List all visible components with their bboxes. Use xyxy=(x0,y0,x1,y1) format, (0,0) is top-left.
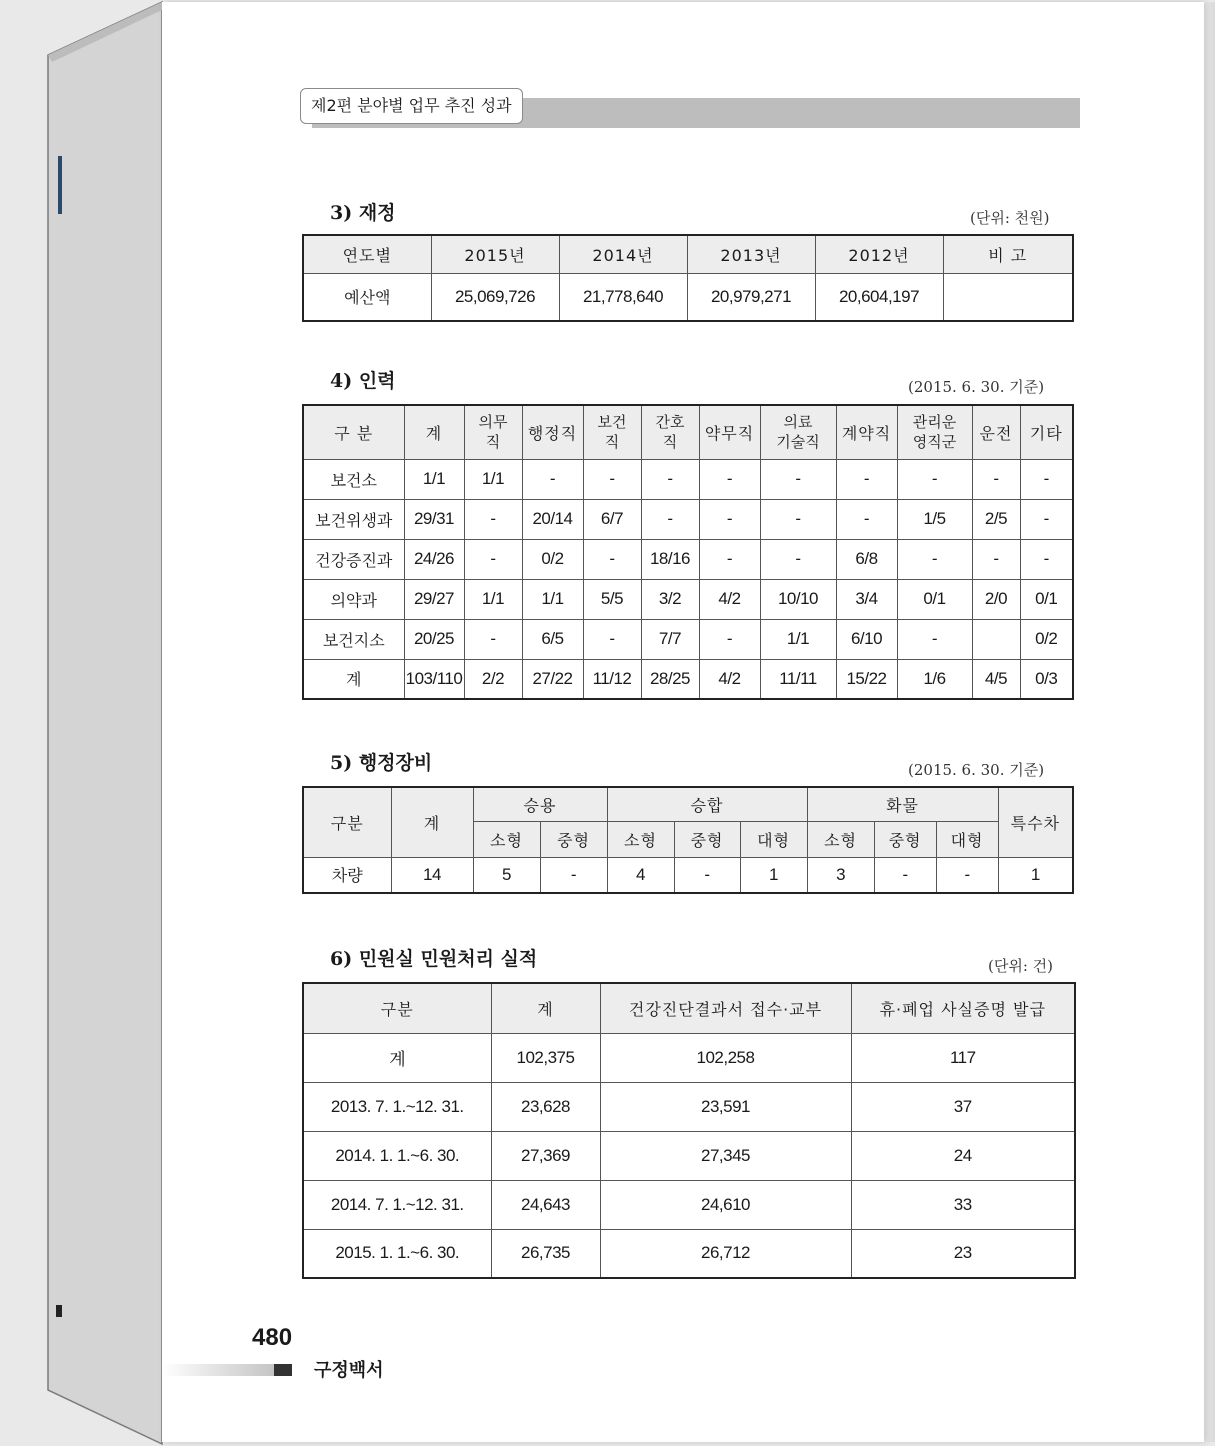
staff-header-line: 기타 xyxy=(1029,423,1063,443)
staff-row-label: 의약과 xyxy=(303,579,404,619)
staff-table xyxy=(302,404,1074,700)
staff-header-cell xyxy=(303,405,404,459)
civil-title: 6) 민원실 민원처리 실적 xyxy=(330,948,538,970)
staff-value-cell: - xyxy=(972,539,1020,579)
staff-value-cell: - xyxy=(972,459,1020,499)
civil-value-cell: 24,643 xyxy=(491,1180,600,1229)
vehicles-table xyxy=(302,786,1074,894)
staff-header-line: 약무직 xyxy=(704,423,755,443)
staff-value-cell: 29/27 xyxy=(404,579,464,619)
civil-unit: (단위: 건) xyxy=(988,957,1053,975)
staff-value-cell: 4/2 xyxy=(699,579,760,619)
civil-value-cell: 23 xyxy=(851,1229,1075,1278)
staff-value-cell: - xyxy=(836,499,897,539)
vehicles-value-cell: - xyxy=(674,857,740,893)
staff-value-cell: - xyxy=(464,619,522,659)
vehicles-group-truck: 화물 xyxy=(807,787,998,821)
staff-value-cell: 0/1 xyxy=(1020,579,1073,619)
civil-row-label: 2015. 1. 1.~6. 30. xyxy=(303,1229,491,1278)
finance-value-cell: 21,778,640 xyxy=(559,273,687,321)
staff-value-cell: - xyxy=(464,499,522,539)
staff-value-cell: 1/1 xyxy=(464,579,522,619)
civil-row-label: 2014. 1. 1.~6. 30. xyxy=(303,1131,491,1180)
staff-value-cell: 10/10 xyxy=(760,579,836,619)
staff-header-cell xyxy=(1020,405,1073,459)
staff-value-cell: - xyxy=(897,459,972,499)
vehicles-subheader-cell: 소형 xyxy=(473,821,540,857)
staff-row-label: 보건위생과 xyxy=(303,499,404,539)
staff-value-cell: - xyxy=(897,619,972,659)
staff-value-cell: - xyxy=(699,499,760,539)
vehicles-subheader-cell: 대형 xyxy=(936,821,998,857)
staff-value-cell: 24/26 xyxy=(404,539,464,579)
staff-value-cell: 4/2 xyxy=(699,659,760,699)
staff-value-cell: 0/3 xyxy=(1020,659,1073,699)
civil-table xyxy=(302,982,1076,1279)
staff-header-cell xyxy=(522,405,583,459)
staff-value-cell: 5/5 xyxy=(583,579,641,619)
civil-value-cell: 24 xyxy=(851,1131,1075,1180)
staff-value-cell: 0/2 xyxy=(1020,619,1073,659)
chapter-title: 제2편 분야별 업무 추진 성과 xyxy=(300,88,523,124)
civil-value-cell: 27,369 xyxy=(491,1131,600,1180)
finance-header-cell: 2012년 xyxy=(815,235,943,273)
civil-row-label: 2014. 7. 1.~12. 31. xyxy=(303,1180,491,1229)
staff-value-cell: 6/10 xyxy=(836,619,897,659)
finance-header-cell: 2014년 xyxy=(559,235,687,273)
staff-unit: (2015. 6. 30. 기준) xyxy=(908,378,1045,396)
vehicles-value-cell: 4 xyxy=(607,857,674,893)
book-title: 구정백서 xyxy=(314,1360,384,1381)
staff-value-cell: 20/14 xyxy=(522,499,583,539)
staff-value-cell: 27/22 xyxy=(522,659,583,699)
staff-value-cell: 1/6 xyxy=(897,659,972,699)
staff-value-cell: - xyxy=(583,619,641,659)
staff-header-line: 의무 xyxy=(478,413,508,432)
table-row xyxy=(303,499,1073,539)
civil-header-cell: 구분 xyxy=(303,983,491,1033)
civil-value-cell: 24,610 xyxy=(600,1180,851,1229)
staff-value-cell: 29/31 xyxy=(404,499,464,539)
finance-row-label: 예산액 xyxy=(303,273,431,321)
table-row xyxy=(303,1229,1075,1278)
staff-value-cell: 15/22 xyxy=(836,659,897,699)
vehicles-group-van: 승합 xyxy=(607,787,807,821)
civil-row-label: 2013. 7. 1.~12. 31. xyxy=(303,1082,491,1131)
finance-header-cell: 2015년 xyxy=(431,235,559,273)
civil-value-cell: 27,345 xyxy=(600,1131,851,1180)
vehicles-subheader-cell: 중형 xyxy=(674,821,740,857)
staff-header-line: 간호 xyxy=(655,413,685,432)
finance-value-cell: 20,979,271 xyxy=(687,273,815,321)
vehicles-header-gubun: 구분 xyxy=(303,787,391,857)
table-row xyxy=(303,619,1073,659)
civil-value-cell: 26,712 xyxy=(600,1229,851,1278)
civil-value-cell: 37 xyxy=(851,1082,1075,1131)
staff-header-cell xyxy=(760,405,836,459)
vehicles-value-cell: - xyxy=(874,857,936,893)
civil-value-cell: 102,375 xyxy=(491,1033,600,1082)
staff-value-cell: 6/5 xyxy=(522,619,583,659)
staff-value-cell: - xyxy=(583,539,641,579)
staff-header-cell xyxy=(641,405,699,459)
staff-value-cell: - xyxy=(836,459,897,499)
staff-value-cell: 0/1 xyxy=(897,579,972,619)
footer-block xyxy=(274,1364,292,1376)
staff-value-cell: 28/25 xyxy=(641,659,699,699)
finance-title: 3) 재정 xyxy=(330,202,396,224)
finance-header-cell: 비 고 xyxy=(943,235,1073,273)
staff-value-cell: 2/2 xyxy=(464,659,522,699)
staff-value-cell: 1/1 xyxy=(760,619,836,659)
staff-header-line: 행정직 xyxy=(527,423,578,443)
civil-header-cell: 건강진단결과서 접수·교부 xyxy=(600,983,851,1033)
staff-header-cell xyxy=(583,405,641,459)
vehicles-value-cell: 14 xyxy=(391,857,473,893)
staff-value-cell: 20/25 xyxy=(404,619,464,659)
staff-value-cell: - xyxy=(583,459,641,499)
vehicles-value-cell: 3 xyxy=(807,857,874,893)
staff-header-cell xyxy=(836,405,897,459)
staff-row-label: 보건소 xyxy=(303,459,404,499)
staff-value-cell: 103/110 xyxy=(404,659,464,699)
staff-value-cell: 2/5 xyxy=(972,499,1020,539)
staff-value-cell: 6/8 xyxy=(836,539,897,579)
table-row xyxy=(303,1033,1075,1082)
vehicles-value-cell: - xyxy=(936,857,998,893)
table-row xyxy=(303,1082,1075,1131)
staff-row-label: 계 xyxy=(303,659,404,699)
page-number: 480 xyxy=(252,1324,293,1351)
staff-value-cell: - xyxy=(1020,459,1073,499)
staff-value-cell: 7/7 xyxy=(641,619,699,659)
staff-row-label: 건강증진과 xyxy=(303,539,404,579)
staff-header-line: 계 xyxy=(425,423,443,443)
vehicles-subheader-cell: 중형 xyxy=(540,821,607,857)
staff-value-cell: - xyxy=(699,539,760,579)
staff-value-cell: 4/5 xyxy=(972,659,1020,699)
staff-header-line: 영직군 xyxy=(912,433,957,452)
staff-header-line: 기술직 xyxy=(776,433,820,452)
vehicles-subheader-cell: 중형 xyxy=(874,821,936,857)
civil-row-label: 계 xyxy=(303,1033,491,1082)
staff-value-cell xyxy=(972,619,1020,659)
staff-value-cell: - xyxy=(699,619,760,659)
staff-value-cell: 0/2 xyxy=(522,539,583,579)
staff-value-cell: - xyxy=(699,459,760,499)
table-row xyxy=(303,539,1073,579)
staff-header-line: 구 분 xyxy=(334,423,374,443)
staff-value-cell: 11/12 xyxy=(583,659,641,699)
staff-value-cell: - xyxy=(641,459,699,499)
staff-value-cell: 6/7 xyxy=(583,499,641,539)
document-page xyxy=(162,2,1204,1442)
vehicles-subheader-cell: 소형 xyxy=(607,821,674,857)
vehicles-value-cell: 1 xyxy=(998,857,1073,893)
civil-value-cell: 117 xyxy=(851,1033,1075,1082)
finance-header-cell: 연도별 xyxy=(303,235,431,273)
staff-header-line: 직 xyxy=(662,433,678,452)
staff-header-cell xyxy=(699,405,760,459)
finance-value-cell: 20,604,197 xyxy=(815,273,943,321)
staff-header-line: 운전 xyxy=(979,423,1013,443)
staff-value-cell: - xyxy=(1020,539,1073,579)
staff-value-cell: 1/1 xyxy=(404,459,464,499)
finance-header-cell: 2013년 xyxy=(687,235,815,273)
staff-value-cell: 3/4 xyxy=(836,579,897,619)
vehicles-title: 5) 행정장비 xyxy=(330,752,433,774)
staff-value-cell: - xyxy=(760,539,836,579)
staff-header-cell xyxy=(972,405,1020,459)
finance-value-cell xyxy=(943,273,1073,321)
staff-value-cell: 3/2 xyxy=(641,579,699,619)
table-row xyxy=(303,659,1073,699)
staff-value-cell: - xyxy=(641,499,699,539)
vehicles-header-total: 계 xyxy=(391,787,473,857)
staff-value-cell: 1/1 xyxy=(464,459,522,499)
finance-table xyxy=(302,234,1074,322)
footer-bar xyxy=(162,1364,292,1376)
staff-header-cell xyxy=(897,405,972,459)
staff-header-line: 계약직 xyxy=(841,423,892,443)
civil-value-cell: 23,628 xyxy=(491,1082,600,1131)
vehicles-subheader-cell: 대형 xyxy=(740,821,807,857)
finance-unit: (단위: 천원) xyxy=(970,209,1050,227)
staff-header-line: 관리운 xyxy=(912,413,957,432)
staff-header-cell xyxy=(404,405,464,459)
staff-header-line: 보건 xyxy=(597,413,627,432)
civil-value-cell: 26,735 xyxy=(491,1229,600,1278)
staff-header-line: 직 xyxy=(485,433,501,452)
table-row xyxy=(303,579,1073,619)
staff-value-cell: 1/1 xyxy=(522,579,583,619)
vehicles-row-label: 차량 xyxy=(303,857,391,893)
staff-value-cell: 18/16 xyxy=(641,539,699,579)
civil-value-cell: 33 xyxy=(851,1180,1075,1229)
finance-value-cell: 25,069,726 xyxy=(431,273,559,321)
staff-value-cell: 1/5 xyxy=(897,499,972,539)
staff-header-line: 의료 xyxy=(783,413,813,432)
civil-value-cell: 23,591 xyxy=(600,1082,851,1131)
vehicles-header-special: 특수차 xyxy=(998,787,1073,857)
staff-value-cell: - xyxy=(464,539,522,579)
staff-value-cell: 11/11 xyxy=(760,659,836,699)
civil-header-cell: 휴·폐업 사실증명 발급 xyxy=(851,983,1075,1033)
table-row xyxy=(303,1180,1075,1229)
vehicles-value-cell: 5 xyxy=(473,857,540,893)
staff-value-cell: - xyxy=(522,459,583,499)
vehicles-subheader-cell: 소형 xyxy=(807,821,874,857)
vehicles-value-cell: 1 xyxy=(740,857,807,893)
staff-header-line: 직 xyxy=(604,433,620,452)
staff-value-cell: - xyxy=(760,499,836,539)
vehicles-unit: (2015. 6. 30. 기준) xyxy=(908,761,1045,779)
vehicles-value-cell: - xyxy=(540,857,607,893)
table-row xyxy=(303,1131,1075,1180)
staff-value-cell: - xyxy=(760,459,836,499)
vehicles-group-sedan: 승용 xyxy=(473,787,607,821)
staff-value-cell: - xyxy=(1020,499,1073,539)
staff-header-cell xyxy=(464,405,522,459)
staff-value-cell: - xyxy=(897,539,972,579)
civil-header-cell: 계 xyxy=(491,983,600,1033)
civil-value-cell: 102,258 xyxy=(600,1033,851,1082)
table-row xyxy=(303,459,1073,499)
staff-row-label: 보건지소 xyxy=(303,619,404,659)
staff-value-cell: 2/0 xyxy=(972,579,1020,619)
staff-title: 4) 인력 xyxy=(330,370,396,392)
